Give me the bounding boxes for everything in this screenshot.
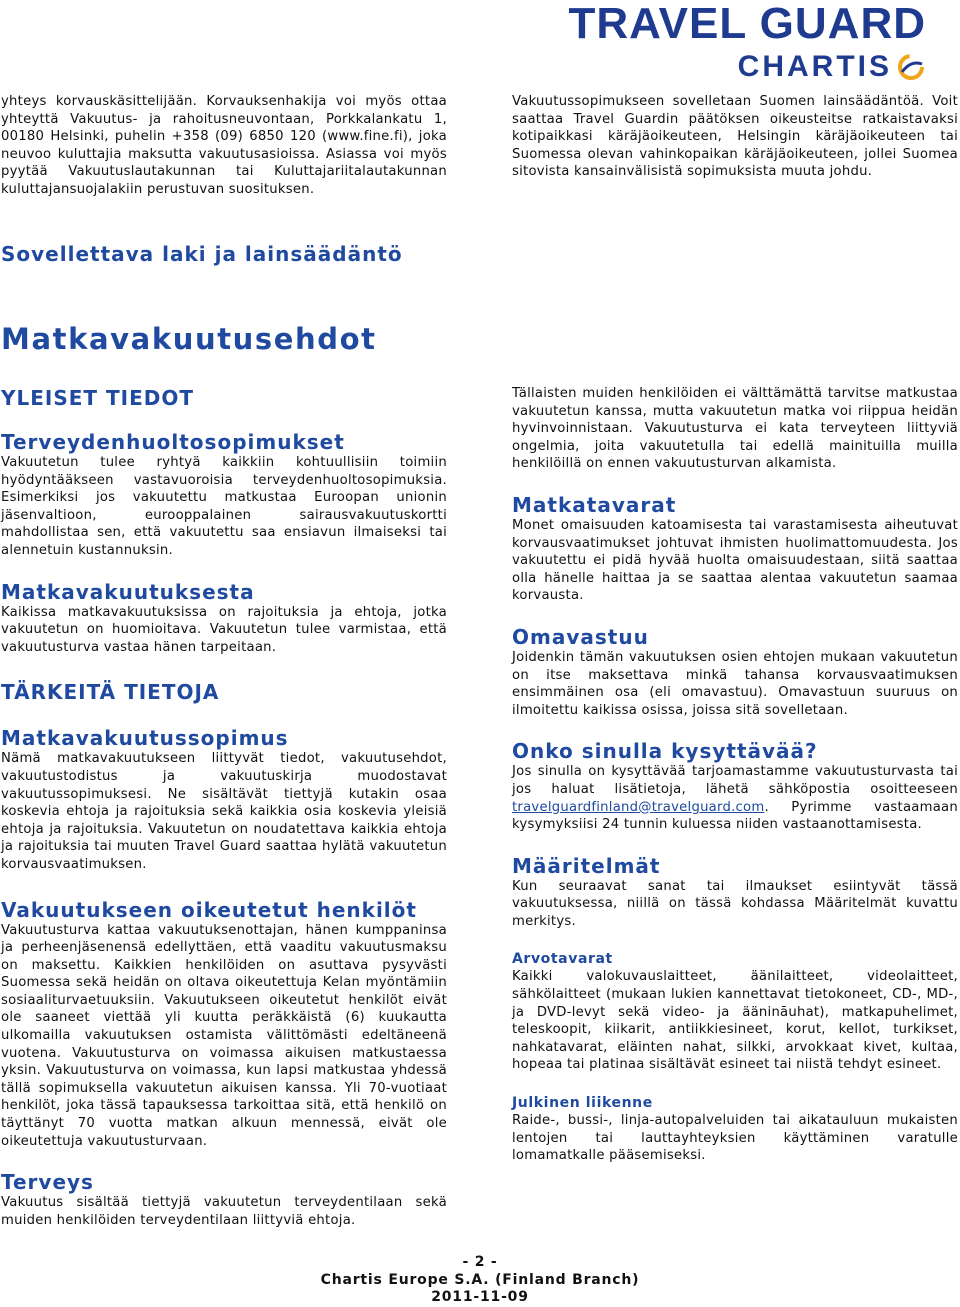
about-insurance-text: Kaikissa matkavakuutuksissa on rajoituksia ja ehtoja, jotka vakuutetun on huomioitava. Vakuutetun tulee varmistaa, että vakuutusturva vastaa hänen tarpeitaan. bbox=[1, 604, 447, 655]
definitions-title: Määritelmät bbox=[512, 853, 661, 878]
public-transport-title: Julkinen liikenne bbox=[512, 1095, 653, 1112]
top-left-paragraph: yhteys korvauskäsittelijään. Korvauksenhakija voi myös ottaa yhteyttä Vakuutus- ja rahoitusneuvontaan, Porkkalankatu 1, 00180 Helsinki, puhelin +358 (09) 6850 120 (www.fine.fi), joka neuvoo kuluttajia maksutta vakuutusasioissa. Asiassa voi myös pyytää Vakuutuslautakunnan tai Kuluttajariitalautakunnan kuluttajansuojalakiin perustuvan suosituksen. bbox=[1, 94, 447, 197]
health-agreements-text: Vakuutetun tulee ryhtyä kaikkiin kohtuullisiin toimiin hyödyntääkseen vastavuoroisia terveydenhuoltosopimuksia. Esimerkiksi jos vakuutettu matkustaa Euroopan unionin jäsenvaltioon, eurooppalainen sairausvakuutuskortti mahdollistaa sen, että vakuutettu saa ensiavun ilmaiseksi tai alennetuin kustannuksin. bbox=[1, 455, 447, 558]
page-number: - 2 - bbox=[462, 1254, 498, 1270]
health-agreements-title: Terveydenhuoltosopimukset bbox=[1, 430, 345, 454]
questions-text-before: Jos sinulla on kysyttävää tarjoamastamme vakuutusturvasta tai jos haluat lisätietoja, lähetä sähköpostia osoitteeseen bbox=[512, 764, 958, 797]
applicable-law-block bbox=[1, 242, 601, 266]
public-transport-text: Raide-, bussi-, linja-autopalveluiden tai aikatauluun mukaisten lentojen tai lauttayhteyksien käyttäminen varatulle lomamatkalle pääsemiseksi. bbox=[512, 1113, 958, 1164]
questions-text-after: . Pyrimme vastaamaan kysymyksiisi 24 tunnin kuluessa niiden vastaanottamisesta. bbox=[512, 799, 958, 833]
valuables-title: Arvotavarat bbox=[512, 951, 613, 968]
deductible-text: Joidenkin tämän vakuutuksen osien ehtojen mukaan vakuutetun on itse maksettava minkä tahansa korvausvaatimuksen ensimmäinen osa (eli omavastuu). Omavastuun suuruus on ilmoitettu kaikissa osissa, joissa sitä sovelletaan. bbox=[512, 649, 958, 718]
eligible-text: Vakuutusturva kattaa vakuutuksenottajan, hänen kumppaninsa ja perheenjäsenensä edellyttäen, että vaaditu vakuutusmaksu on maksettu. Kaikkien henkilöiden on asuttava pysyvästi Suomessa sekä heidän on oltava oikeutettuja Kelan myöntämiin sosiaaliturvaetuuksiin. Vakuutukseen oikeutetut henkilöt eivät ole saaneet viettää yli kuutta peräkkäistä (6) kuukautta ulkomailla vakuutuksen ostamista välittömästi edeltäneenä vuotena. Vakuutusturva on voimassa aikuisen matkustaessa yksin. Vakuutusturva on voimassa, kun lapsi matkustaa yhdessä tällä sopimuksella vakuutetun aikuisen kanssa. Yli 70-vuotiaat henkilöt, joka tässä tapauksessa tarkoittaa sitä, että henkilö on täyttänyt 70 vuotta matkan alkuun mennessä, eivät ole oikeutettuja vakuutusturvaan. bbox=[1, 922, 447, 1149]
valuables-text: Kaikki valokuvauslaitteet, äänilaitteet, videolaitteet, sähkölaitteet (mukaan lukien kannettavat tietokoneet, CD-, MD-, ja DVD-levyt sekä video- ja äänināuhat), matkapuhelimet, teleskoopit, kiikarit, antiikkiesineet, korut, kellot, turkikset, nahkatavarat, eläinten nahat, silkki, arvokkaat kivet, kultaa, hopeaa tai platinaa sisältävät esineet tai niistä tehdyt esineet. bbox=[512, 969, 958, 1073]
health-text: Vakuutus sisältää tiettyjä vakuutetun terveydentilaan sekä muiden henkilöiden terveydentilaan liittyviä ehtoja. bbox=[1, 1195, 447, 1228]
top-left-block bbox=[1, 93, 447, 199]
health-continued-text: Tällaisten muiden henkilöiden ei välttämättä tarvitse matkustaa vakuutetun kanssa, mutta vakuutetun matka voi riippua heidän hyvinvoinnistaan. Vakuutusturva ei kata terveyteen liittyviä ongelmia, joita vakuutetulla tai edellä mainituilla muilla henkilöillä on ennen vakuutusturvan alkamista. bbox=[512, 386, 958, 472]
luggage-text: Monet omaisuuden katoamisesta tai varastamisesta aiheutuvat korvausvaatimukset johtuvat ihmisten huolimattomuudesta. Jos vakuutettu ei pidä hyvää huolta omaisuudestaan, siitä saattaa olla hänelle haittaa ja se saattaa alentaa vakuutetun saamaa korvausta. bbox=[512, 517, 958, 604]
top-right-block bbox=[512, 93, 958, 181]
top-right-paragraph: Vakuutussopimukseen sovelletaan Suomen lainsäädäntöä. Voit saattaa Travel Guardin päätöksen oikeusteitse ratkaistavaksi kotipaikkasi käräjäoikeuteen, Helsingin käräjäoikeuteen tai Suomessa olevan vahinkopaikan käräjäoikeuteen, jollei Suomea sitovista kansainvälisistä sopimuksista muuta johdu. bbox=[512, 94, 958, 180]
chartis-swirl-icon bbox=[896, 52, 926, 82]
left-column bbox=[1, 386, 447, 1229]
about-insurance-title: Matkavakuutuksesta bbox=[1, 579, 255, 604]
travel-guard-logo bbox=[526, 2, 926, 84]
main-title-block bbox=[1, 322, 701, 356]
main-title: Matkavakuutusehdot bbox=[1, 322, 377, 356]
logo-subtitle-text: CHARTIS bbox=[737, 50, 892, 83]
footer-company: Chartis Europe S.A. (Finland Branch) bbox=[320, 1271, 640, 1288]
definitions-text: Kun seuraavat sanat tai ilmaukset esiintyvät tässä vakuutuksessa, niillä on tässä kohdassa Määritelmät kuvattu merkitys. bbox=[512, 878, 958, 929]
logo-subtitle bbox=[738, 50, 926, 84]
footer-date: 2011-11-09 bbox=[431, 1289, 529, 1305]
important-info-heading: TÄRKEITÄ TIETOJA bbox=[1, 680, 220, 705]
right-column bbox=[512, 385, 958, 1165]
applicable-law-heading: Sovellettava laki ja lainsäädäntö bbox=[1, 242, 403, 266]
questions-title: Onko sinulla kysyttävää? bbox=[512, 739, 818, 764]
contract-title: Matkavakuutussopimus bbox=[1, 726, 289, 751]
general-info-heading: YLEISET TIEDOT bbox=[1, 386, 194, 410]
questions-text bbox=[512, 763, 958, 833]
luggage-title: Matkatavarat bbox=[512, 492, 677, 517]
email-link[interactable]: travelguardfinland@travelguard.com bbox=[512, 799, 765, 815]
page-footer bbox=[260, 1254, 700, 1307]
health-title: Terveys bbox=[1, 1170, 94, 1195]
contract-text: Nämä matkavakuutukseen liittyvät tiedot, vakuutusehdot, vakuutustodistus ja vakuutuskirja muodostavat vakuutussopimuksesi. Ne sisältävät tiettyjä kutakin osaa koskevia ehtoja ja rajoituksia sekä kaikkia osia koskevia yleisiä ehtoja ja rajoituksia. Vakuutetun on noudatettava kaikkia ehtoja ja rajoituksia tai muuten Travel Guard saattaa hylätä vakuutetun korvausvaatimuksen. bbox=[1, 751, 447, 872]
eligible-title: Vakuutukseen oikeutetut henkilöt bbox=[1, 897, 417, 922]
deductible-title: Omavastuu bbox=[512, 624, 649, 649]
logo-title: TRAVEL GUARD bbox=[568, 0, 926, 48]
